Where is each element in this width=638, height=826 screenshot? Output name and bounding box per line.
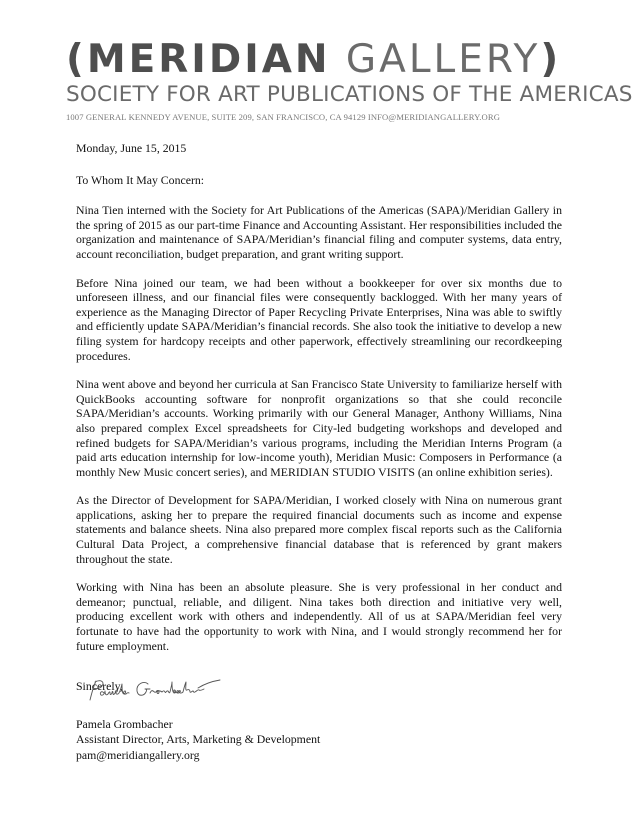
letterhead [66, 37, 633, 123]
signature-block [76, 717, 320, 763]
letter-paragraph-2: Before Nina joined our team, we had been without a bookkeeper for over six months due to unforeseen illness, and our financial files were consequently backlogged. With her many years of experience as the Managing Director of Paper Recycling Private Enterprises, Nina was able to swiftly and efficiently update SAPA/Meridian’s financial records. She also took the initiative to develop a new filing system for hardcopy receipts and other paperwork, effectively streamlining our recordkeeping procedures. [76, 275, 562, 363]
letter-paragraph-3: Nina went above and beyond her curricula at San Francisco State University to familiarize herself with QuickBooks accounting software for nonprofit organizations so that she could reconcile SAPA/Meridian’s accounts. Working primarily with our General Manager, Anthony Williams, Nina also prepared complex Excel spreadsheets for City-led budgeting workshops and developed and refined budgets for SAPA/Meridian’s various programs, including the Meridian Interns Program (a paid arts education internship for low-income youth), Meridian Music: Composers in Performance (a monthly New Music concert series), and MERIDIAN STUDIO VISITS (an online exhibition series). [76, 377, 562, 479]
letter-paragraph-4: As the Director of Development for SAPA/Meridian, I worked closely with Nina on numerous grant applications, asking her to prepare the required financial documents such as income and expense statements and balance sheets. Nina also prepared more complex fiscal reports such as the California Cultural Data Project, a comprehensive financial database that is referenced by grant makers throughout the state. [76, 493, 562, 566]
logo-close-paren: ) [540, 37, 562, 82]
signer-email: pam@meridiangallery.org [76, 747, 200, 762]
gallery-logo-title [66, 38, 566, 82]
letter-body [76, 141, 562, 694]
letter-greeting: To Whom It May Concern: [76, 172, 205, 187]
organization-address: 1007 GENERAL KENNEDY AVENUE, SUITE 209, SAN FRANCISCO, CA 94129 INFO@MERIDIANGALLERY.ORG [66, 112, 500, 122]
letter-closing: Sincerely, [76, 679, 123, 694]
signer-name: Pamela Grombacher [76, 717, 173, 731]
logo-name-bold: MERIDIAN [86, 37, 331, 82]
organization-subtitle: SOCIETY FOR ART PUBLICATIONS OF THE AMERICAS [66, 82, 633, 107]
handwritten-signature [86, 676, 226, 704]
signer-title: Assistant Director, Arts, Marketing & Development [76, 732, 321, 747]
logo-open-paren: ( [66, 37, 87, 82]
letter-paragraph-5: Working with Nina has been an absolute pleasure. She is very professional in her conduct and demeanor; punctual, reliable, and diligent. Nina takes both direction and initiative very well, producing excellent work with others and independently. All of us at SAPA/Meridian feel very fortunate to have had the opportunity to work with Nina, and I would strongly recommend her for future employment. [76, 580, 562, 653]
letter-paragraph-1: Nina Tien interned with the Society for Art Publications of the Americas (SAPA)/Meridian Gallery in the spring of 2015 as our part-time Finance and Accounting Assistant. Her responsibilities included the organization and maintenance of SAPA/Meridian’s financial filing and computer systems, data entry, account reconciliation, budget preparation, and grant writing support. [76, 203, 562, 261]
letter-date: Monday, June 15, 2015 [76, 141, 187, 155]
logo-name-light: GALLERY [330, 37, 541, 82]
